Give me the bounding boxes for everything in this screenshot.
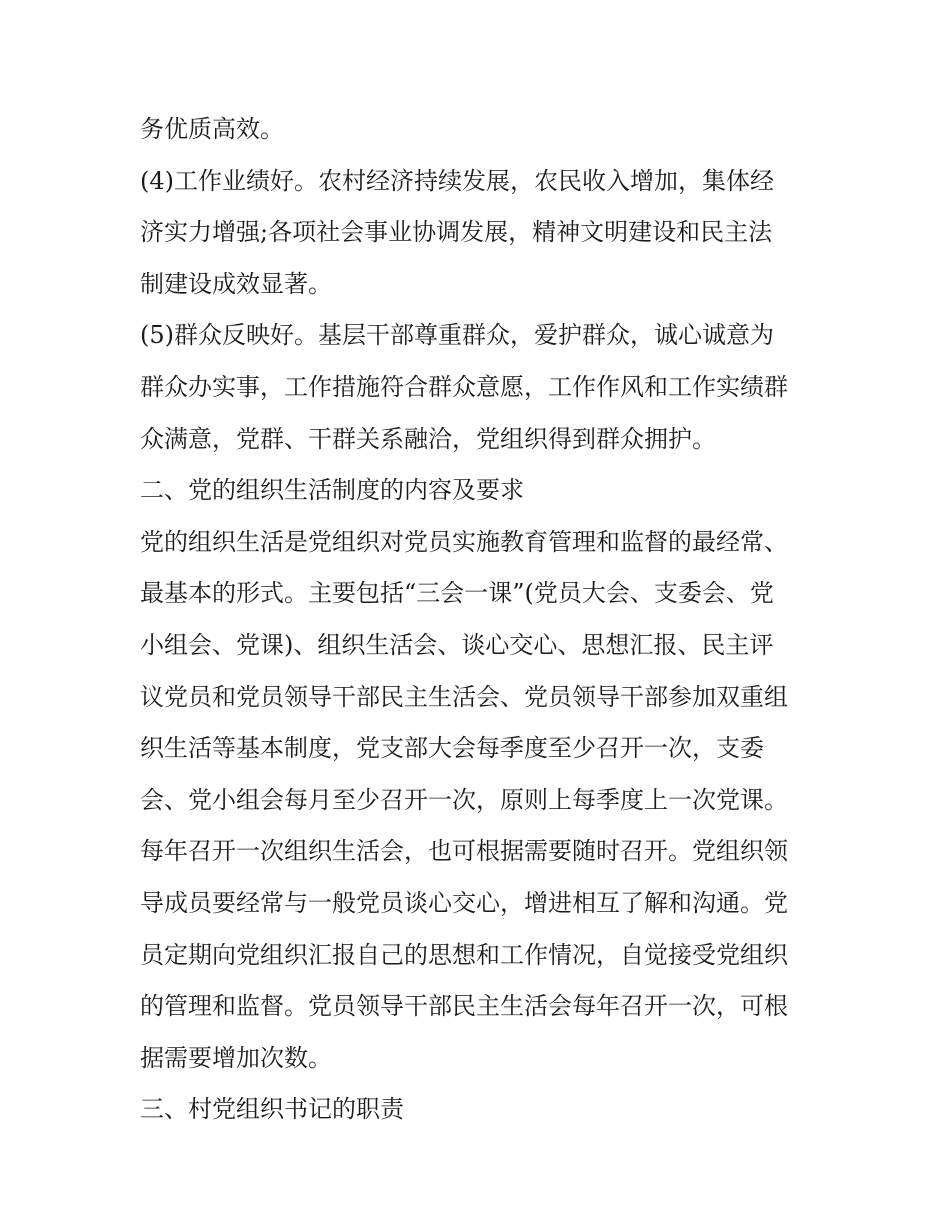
- section-heading: 二、党的组织生活制度的内容及要求: [140, 476, 524, 505]
- text-line: 导成员要经常与一般党员谈心交心，增进相互了解和沟通。党: [140, 888, 788, 917]
- text-line: 群众办实事，工作措施符合群众意愿，工作作风和工作实绩群: [140, 372, 788, 401]
- text-line: 织生活等基本制度，党支部大会每季度至少召开一次，支委: [140, 734, 764, 763]
- document-body: [140, 104, 816, 1136]
- text-line: 议党员和党员领导干部民主生活会、党员领导干部参加双重组: [140, 682, 788, 711]
- text-line: (4)工作业绩好。农村经济持续发展，农民收入增加，集体经: [140, 166, 774, 195]
- text-line: 制建设成效显著。: [140, 269, 332, 298]
- text-line: 每年召开一次组织生活会，也可根据需要随时召开。党组织领: [140, 837, 788, 866]
- text-line: 的管理和监督。党员领导干部民主生活会每年召开一次，可根: [140, 992, 788, 1021]
- text-line: 最基本的形式。主要包括“三会一课”(党员大会、支委会、党: [140, 579, 774, 608]
- text-line: 党的组织生活是党组织对党员实施教育管理和监督的最经常、: [140, 527, 788, 556]
- text-line: 小组会、党课)、组织生活会、谈心交心、思想汇报、民主评: [140, 630, 774, 659]
- section-heading: 三、村党组织书记的职责: [140, 1095, 404, 1124]
- text-line: (5)群众反映好。基层干部尊重群众，爱护群众，诚心诚意为: [140, 321, 774, 350]
- text-line: 济实力增强;各项社会事业协调发展，精神文明建设和民主法: [140, 218, 773, 247]
- text-line: 员定期向党组织汇报自己的思想和工作情况，自觉接受党组织: [140, 940, 788, 969]
- text-line: 会、党小组会每月至少召开一次，原则上每季度上一次党课。: [140, 785, 788, 814]
- text-line: 众满意，党群、干群关系融洽，党组织得到群众拥护。: [140, 424, 716, 453]
- text-line: 据需要增加次数。: [140, 1043, 332, 1072]
- text-line: 务优质高效。: [140, 115, 284, 143]
